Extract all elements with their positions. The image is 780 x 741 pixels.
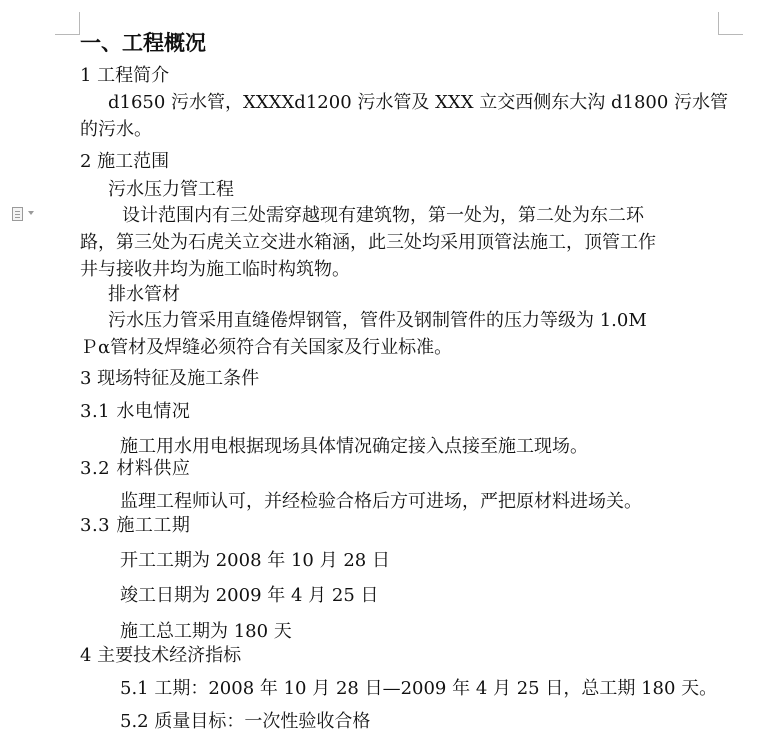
subheading-drainage-pipe: 排水管材 (108, 284, 180, 305)
heading-construction-scope: 2 施工范围 (80, 151, 170, 172)
heading-technical-indicators: 4 主要技术经济指标 (80, 645, 242, 666)
schedule-total-duration: 施工总工期为 180 天 (120, 621, 292, 642)
paragraph-line: 井与接收井均为施工临时构筑物。 (80, 259, 350, 280)
section-title: 一、工程概况 (80, 31, 206, 55)
page-corner-mark-top-right (718, 12, 743, 35)
heading-water-power: 3.1 水电情况 (80, 401, 191, 422)
heading-material-supply: 3.2 材料供应 (80, 458, 191, 479)
paragraph-line: 监理工程师认可，并经检验合格后方可进场，严把原材料进场关。 (120, 491, 642, 512)
subheading-pressure-pipe: 污水压力管工程 (108, 179, 234, 200)
paragraph-line: 设计范围内有三处需穿越现有建筑物，第一处为，第二处为东二环 (122, 205, 644, 226)
schedule-start-date: 开工工期为 2008 年 10 月 28 日 (120, 550, 390, 571)
paragraph-line: 路，第三处为石虎关立交进水箱涵，此三处均采用顶管法施工，顶管工作 (80, 232, 656, 253)
chevron-down-icon (28, 211, 34, 215)
document-icon (12, 207, 23, 221)
paragraph-line: 施工用水用电根据现场具体情况确定接入点接至施工现场。 (120, 436, 588, 457)
paragraph-line: 污水压力管采用直缝倦焊钢管，管件及钢制管件的压力等级为 1.0M (108, 310, 647, 331)
paragraph-line: 的污水。 (80, 119, 152, 140)
heading-schedule: 3.3 施工工期 (80, 515, 191, 536)
indicator-schedule: 5.1 工期：2008 年 10 月 28 日—2009 年 4 月 25 日，总工期 180 天。 (120, 678, 718, 699)
heading-site-conditions: 3 现场特征及施工条件 (80, 368, 260, 389)
paragraph-line: d1650 污水管，XXXXd1200 污水管及 XXX 立交西侧东大沟 d1800 污水管 (108, 92, 729, 113)
paragraph-options-icon[interactable] (12, 207, 38, 221)
schedule-end-date: 竣工日期为 2009 年 4 月 25 日 (120, 585, 379, 606)
heading-project-intro: 1 工程简介 (80, 65, 170, 86)
paragraph-line: Ｐα管材及焊缝必须符合有关国家及行业标准。 (80, 337, 453, 358)
indicator-quality-target: 5.2 质量目标：一次性验收合格 (120, 711, 371, 732)
page-corner-mark-top-left (55, 12, 80, 35)
